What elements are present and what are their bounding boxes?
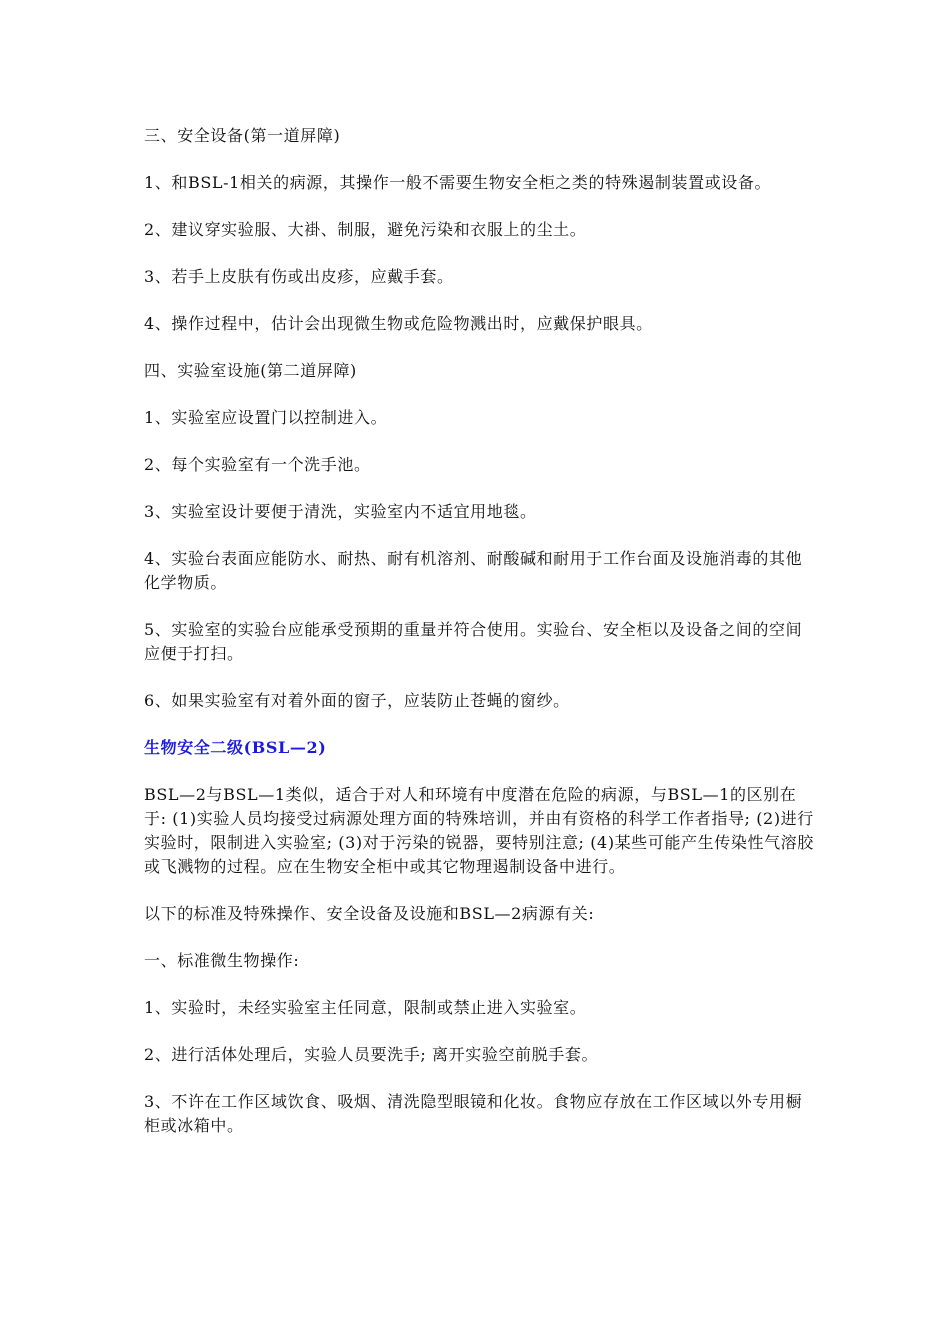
paragraph-bsl2-intro: BSL—2与BSL—1类似，适合于对人和环境有中度潜在危险的病源，与BSL—1的区别在于: (1)实验人员均接受过病源处理方面的特殊培训，并由有资格的科学工作者指导; (2)进行实验时，限制进入实验室; (3)对于污染的锐器，要特别注意; (4)某些可能产生传染性气溶胶或飞溅物的过程。应在生物安全柜中或其它物理遏制设备中进行。 <box>144 785 814 876</box>
paragraph-practice-3: 3、不许在工作区域饮食、吸烟、清洗隐型眼镜和化妆。食物应存放在工作区域以外专用橱柜或冰箱中。 <box>144 1092 803 1135</box>
paragraph-equipment-4: 4、操作过程中，估计会出现微生物或危险物溅出时，应戴保护眼具。 <box>144 314 653 333</box>
document-body <box>144 124 814 1161</box>
paragraph-equipment-3: 3、若手上皮肤有伤或出皮疹，应戴手套。 <box>144 267 454 286</box>
paragraph-equipment-2: 2、建议穿实验服、大褂、制服，避免污染和衣服上的尘土。 <box>144 220 587 239</box>
section-heading-standard-practices: 一、标准微生物操作: <box>144 951 300 970</box>
paragraph-equipment-1: 1、和BSL-1相关的病源，其操作一般不需要生物安全柜之类的特殊遏制装置或设备。 <box>144 173 772 192</box>
paragraph-facilities-2: 2、每个实验室有一个洗手池。 <box>144 455 371 474</box>
paragraph-facilities-3: 3、实验室设计要便于清洗，实验室内不适宜用地毯。 <box>144 502 537 521</box>
paragraph-facilities-6: 6、如果实验室有对着外面的窗子，应装防止苍蝇的窗纱。 <box>144 691 570 710</box>
paragraph-practice-1: 1、实验时，未经实验室主任同意，限制或禁止进入实验室。 <box>144 998 587 1017</box>
section-title-bsl2: 生物安全二级(BSL—2) <box>144 738 327 757</box>
paragraph-bsl2-related: 以下的标准及特殊操作、安全设备及设施和BSL—2病源有关: <box>144 904 595 923</box>
paragraph-facilities-4: 4、实验台表面应能防水、耐热、耐有机溶剂、耐酸碱和耐用于工作台面及设施消毒的其他化学物质。 <box>144 549 803 592</box>
paragraph-facilities-5: 5、实验室的实验台应能承受预期的重量并符合使用。实验台、安全柜以及设备之间的空间应便于打扫。 <box>144 620 803 663</box>
paragraph-practice-2: 2、进行活体处理后，实验人员要洗手; 离开实验空前脱手套。 <box>144 1045 599 1064</box>
paragraph-facilities-1: 1、实验室应设置门以控制进入。 <box>144 408 388 427</box>
section-heading-lab-facilities: 四、实验室设施(第二道屏障) <box>144 361 357 380</box>
section-heading-safety-equipment: 三、安全设备(第一道屏障) <box>144 126 341 145</box>
